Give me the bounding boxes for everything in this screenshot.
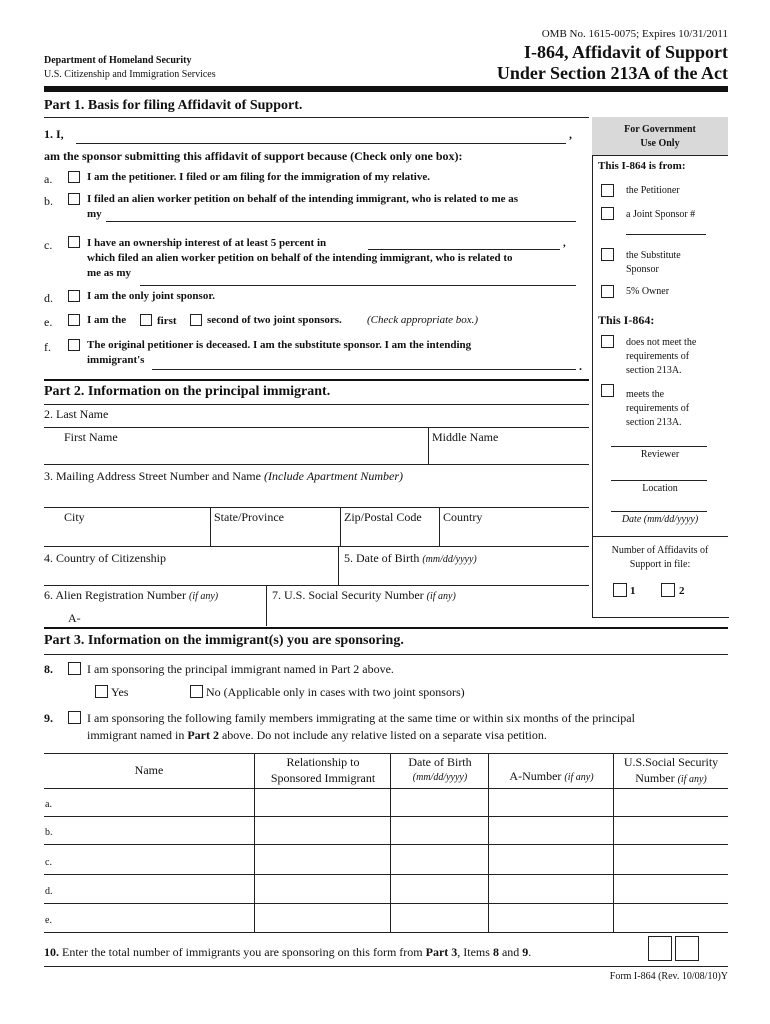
- th-relationship1: Relationship to: [286, 755, 360, 769]
- alien-number-note: (if any): [188, 591, 219, 602]
- item-d-text: I am the only joint sponsor.: [87, 290, 215, 302]
- item-a-text: I am the petitioner. I filed or am filing for the immigration of my relative.: [87, 171, 430, 183]
- q8-checkbox[interactable]: [68, 662, 81, 675]
- header-rule: [44, 86, 728, 92]
- gov-meets-label2: requirements of: [626, 403, 690, 414]
- item-c-text2: which filed an alien worker petition on behalf of the intending immigrant, who is related to: [87, 252, 513, 264]
- table-row-d[interactable]: [44, 875, 728, 904]
- checkbox-d[interactable]: [68, 290, 80, 302]
- th-anumber-text: A-Number: [509, 769, 562, 783]
- q10-text: [44, 945, 531, 960]
- gov-from-heading: This I-864 is from:: [598, 160, 686, 172]
- gov-date-rule: [592, 536, 728, 537]
- gov-affidavit-2-checkbox[interactable]: [661, 583, 675, 597]
- gov-joint-label: a Joint Sponsor #: [626, 209, 696, 220]
- gov-petitioner-label: the Petitioner: [626, 185, 680, 196]
- checkbox-a[interactable]: [68, 171, 80, 183]
- part2-top-rule: [44, 379, 589, 381]
- row-label-d: d.: [45, 886, 53, 897]
- form-title-line1: I-864, Affidavit of Support: [523, 42, 728, 62]
- gov-this-heading: This I-864:: [598, 313, 655, 327]
- checkbox-c[interactable]: [68, 236, 80, 248]
- q9-text2-part: Part 2: [187, 728, 219, 742]
- row-label-b: b.: [45, 827, 53, 838]
- th-relationship2: Sponsored Immigrant: [270, 771, 376, 785]
- gov-notmeet-label1: does not meet the: [626, 337, 697, 348]
- q10-and: and: [498, 945, 523, 959]
- gov-joint-number-field[interactable]: [626, 234, 706, 235]
- th-anumber: [489, 769, 614, 784]
- row-label-a: a.: [45, 799, 52, 810]
- state-label: State/Province: [214, 510, 284, 524]
- first-name-label: First Name: [64, 430, 118, 444]
- ssn-field[interactable]: [267, 586, 589, 626]
- gov-affidavit-1-checkbox[interactable]: [613, 583, 627, 597]
- city-field[interactable]: [44, 508, 210, 546]
- th-ssn-note: (if any): [677, 774, 707, 785]
- mailing-address-text: 3. Mailing Address Street Number and Name: [44, 469, 261, 483]
- checkbox-e-first[interactable]: [140, 314, 152, 326]
- ssn-note: (if any): [426, 591, 456, 602]
- middle-name-field[interactable]: [429, 428, 589, 464]
- th-dob1: Date of Birth: [408, 755, 472, 769]
- q9-text2c: above. Do not include any relative listed on a separate visa petition.: [218, 728, 547, 742]
- row-label-c: c.: [45, 857, 52, 868]
- q8-yes-checkbox[interactable]: [95, 685, 108, 698]
- omb-number: OMB No. 1615-0075; Expires 10/31/2011: [541, 28, 728, 40]
- part1-rule: [44, 117, 589, 118]
- table-row-b[interactable]: [44, 817, 728, 845]
- q10-number: 10.: [44, 945, 59, 959]
- q8-no-label: No (Applicable only in cases with two joint sponsors): [206, 685, 465, 699]
- middle-name-label: Middle Name: [432, 430, 499, 444]
- citizenship-label: 4. Country of Citizenship: [44, 551, 166, 565]
- item-c-text1: I have an ownership interest of at least 5 percent in: [87, 237, 327, 249]
- part3-heading: Part 3. Information on the immigrant(s) you are sponsoring.: [44, 633, 404, 648]
- mailing-address-field[interactable]: [44, 465, 589, 507]
- gov-use-title1: For Government: [624, 124, 696, 135]
- dob-note: (mm/dd/yyyy): [422, 554, 477, 565]
- item-c-letter: c.: [44, 238, 53, 252]
- table-row-e[interactable]: [44, 904, 728, 933]
- state-field[interactable]: [211, 508, 340, 546]
- checkbox-b[interactable]: [68, 193, 80, 205]
- gov-owner-checkbox[interactable]: [601, 285, 614, 298]
- q10-period: .: [528, 945, 532, 959]
- zip-field[interactable]: [341, 508, 439, 546]
- zip-label: Zip/Postal Code: [344, 510, 422, 524]
- item-c-company-field[interactable]: [368, 249, 560, 250]
- country-field[interactable]: [440, 508, 589, 546]
- gov-meets-checkbox[interactable]: [601, 384, 614, 397]
- q8-no-checkbox[interactable]: [190, 685, 203, 698]
- item-e-iam: I am the: [87, 314, 127, 326]
- row-label-e: e.: [45, 915, 52, 926]
- th-dob2: (mm/dd/yyyy): [412, 772, 468, 783]
- checkbox-e[interactable]: [68, 314, 80, 326]
- gov-petitioner-checkbox[interactable]: [601, 184, 614, 197]
- last-name-field[interactable]: [44, 405, 589, 427]
- gov-substitute-label1: the Substitute: [626, 250, 681, 261]
- q9-text2a: immigrant named in: [87, 728, 188, 742]
- gov-reviewer-field[interactable]: [611, 446, 707, 447]
- th-name: Name: [134, 763, 164, 777]
- gov-meets-label3: section 213A.: [626, 417, 682, 428]
- part1-line1-comma: ,: [569, 127, 572, 141]
- gov-owner-label: 5% Owner: [626, 286, 670, 297]
- table-row-a[interactable]: [44, 789, 728, 817]
- q10-item8: 8: [492, 945, 499, 959]
- part2-heading: Part 2. Information on the principal immigrant.: [44, 384, 331, 399]
- ssn-text: 7. U.S. Social Security Number: [272, 588, 424, 602]
- gov-reviewer-label: Reviewer: [640, 449, 680, 460]
- agency-name: Department of Homeland Security: [44, 55, 192, 66]
- gov-location-label: Location: [642, 483, 678, 494]
- checkbox-e-second[interactable]: [190, 314, 202, 326]
- dob-text: 5. Date of Birth: [344, 551, 420, 565]
- q10-items: , Items: [457, 945, 493, 959]
- gov-affidavit-1-label: 1: [630, 585, 636, 597]
- last-name-label: 2. Last Name: [44, 407, 109, 421]
- checkbox-f[interactable]: [68, 339, 80, 351]
- item-b-relation-field[interactable]: [106, 221, 576, 222]
- q8-number: 8.: [44, 662, 53, 676]
- gov-affidavits-label2: Support in file:: [629, 559, 691, 570]
- q10-digit-box-2[interactable]: [675, 936, 699, 961]
- gov-substitute-checkbox[interactable]: [601, 248, 614, 261]
- item-f-text2: immigrant's: [87, 354, 145, 366]
- item-d-letter: d.: [44, 291, 53, 305]
- part1-heading: Part 1. Basis for filing Affidavit of Support.: [44, 98, 303, 113]
- th-ssn2: [614, 771, 728, 786]
- gov-date-field[interactable]: [611, 511, 707, 512]
- gov-joint-checkbox[interactable]: [601, 207, 614, 220]
- q10-item9: 9: [522, 945, 529, 959]
- first-name-field[interactable]: [44, 428, 428, 464]
- item-c-comma: ,: [563, 237, 566, 249]
- sponsor-name-field[interactable]: [76, 143, 566, 144]
- dob-field[interactable]: [339, 547, 589, 585]
- item-a-letter: a.: [44, 172, 53, 186]
- item-f-letter: f.: [44, 340, 51, 354]
- alien-prefix: A-: [68, 611, 81, 625]
- th-anumber-note: (if any): [564, 772, 594, 783]
- gov-notmeet-checkbox[interactable]: [601, 335, 614, 348]
- item-c-relation-field[interactable]: [140, 285, 576, 286]
- q9-checkbox[interactable]: [68, 711, 81, 724]
- item-f-text1: The original petitioner is deceased. I am the substitute sponsor. I am the intending: [87, 339, 472, 351]
- gov-affidavit-2-label: 2: [679, 585, 685, 597]
- item-e-letter: e.: [44, 315, 53, 329]
- item-c-text3: me as my: [87, 267, 131, 279]
- q10-text-a: Enter the total number of immigrants you are sponsoring on this form from: [59, 945, 426, 959]
- q9-number: 9.: [44, 711, 53, 725]
- citizenship-field[interactable]: [44, 547, 338, 585]
- gov-notmeet-label2: requirements of: [626, 351, 690, 362]
- item-e-note: (Check appropriate box.): [367, 314, 479, 326]
- q8-yes-label: Yes: [111, 685, 129, 699]
- q10-part: Part 3: [425, 945, 458, 959]
- item-b-text2: my: [87, 208, 102, 220]
- table-row-c[interactable]: [44, 845, 728, 875]
- gov-affidavits-label1: Number of Affidavits of: [611, 545, 709, 556]
- part1-intro: am the sponsor submitting this affidavit of support because (Check only one box):: [44, 149, 463, 163]
- th-ssn2-text: Number: [635, 771, 675, 785]
- gov-location-field[interactable]: [611, 480, 707, 481]
- part3-top-rule: [44, 627, 728, 629]
- item-f-period: .: [579, 359, 582, 373]
- q9-text1: I am sponsoring the following family members immigrating at the same time or within six months of the principal: [87, 711, 635, 725]
- gov-notmeet-label3: section 213A.: [626, 365, 682, 376]
- city-label: City: [64, 510, 85, 524]
- mailing-address-note: (Include Apartment Number): [263, 469, 404, 483]
- gov-substitute-label2: Sponsor: [626, 264, 659, 275]
- footer-rule: [44, 966, 728, 967]
- gov-use-title2: Use Only: [640, 138, 680, 149]
- q10-digit-box-1[interactable]: [648, 936, 672, 961]
- th-ssn1: U.S.Social Security: [623, 755, 719, 769]
- item-b-text1: I filed an alien worker petition on behalf of the intending immigrant, who is related to me as: [87, 193, 519, 205]
- item-e-second: second of two joint sponsors.: [207, 314, 342, 326]
- part1-line1-label: 1. I,: [44, 127, 64, 141]
- alien-number-field[interactable]: [44, 586, 266, 626]
- q8-text: I am sponsoring the principal immigrant named in Part 2 above.: [87, 662, 394, 676]
- item-e-first: first: [157, 315, 177, 327]
- country-label: Country: [443, 510, 483, 524]
- form-title-line2: Under Section 213A of the Act: [496, 63, 728, 83]
- q9-text2: [87, 728, 547, 743]
- item-f-relation-field[interactable]: [152, 369, 576, 370]
- form-revision: Form I-864 (Rev. 10/08/10)Y: [609, 971, 728, 982]
- sub-agency-name: U.S. Citizenship and Immigration Services: [44, 69, 216, 80]
- alien-number-text: 6. Alien Registration Number: [44, 588, 186, 602]
- part3-heading-rule: [44, 654, 728, 655]
- item-b-letter: b.: [44, 194, 53, 208]
- gov-date-label: Date (mm/dd/yyyy): [621, 514, 699, 525]
- gov-meets-label1: meets the: [626, 389, 665, 400]
- gov-use-title-box: [592, 117, 728, 156]
